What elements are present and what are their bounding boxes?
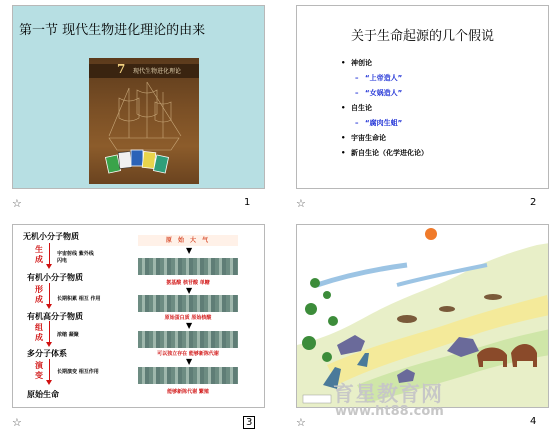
panel-label: 可以独立存在 能够新陈代谢 [157, 351, 219, 357]
step-verb: 形 成 [35, 285, 43, 304]
step-verb: 组 成 [35, 323, 43, 342]
flow-arrow-head [46, 304, 52, 309]
step-note: 宇宙射线 紫外线 闪电 [57, 251, 94, 264]
illustration-panel [138, 258, 238, 275]
book-subtitle: 现代生物进化理论 [133, 68, 182, 75]
slide-4-transition-icon[interactable]: ☆ [296, 416, 306, 429]
illustration-panel [138, 331, 238, 348]
list-item: • 自生论 [341, 104, 372, 112]
list-item: • 新自生论（化学进化论） [341, 149, 428, 157]
list-item: – “腐肉生蛆” [355, 119, 403, 127]
illustration-panel [138, 295, 238, 312]
panel-label: 氨基酸 核苷酸 单糖 [166, 280, 210, 286]
stage-label: 有机小分子物质 [27, 272, 83, 282]
ship-illustration [89, 58, 199, 184]
flow-arrow [49, 243, 50, 265]
slide-1-title: 第一节 现代生物进化理论的由来 [19, 23, 206, 38]
slide-thumbnail-3[interactable] [12, 224, 265, 408]
list-item: • 宇宙生命论 [341, 134, 386, 142]
list-item: – “女娲造人” [355, 89, 403, 97]
slide-3-transition-icon[interactable]: ☆ [12, 416, 22, 429]
down-arrow-icon: ▼ [186, 321, 193, 330]
step-note: 长期积累 相互 作用 [57, 296, 101, 302]
stage-label: 原始生命 [27, 389, 59, 399]
slide-thumbnail-1[interactable] [12, 5, 265, 189]
step-note: 长期演变 相互作用 [57, 369, 99, 375]
flow-arrow-head [46, 380, 52, 385]
panel-label: 原始蛋白质 原始核酸 [164, 315, 212, 321]
list-item: – “上帝造人” [355, 74, 403, 82]
down-arrow-icon: ▼ [186, 286, 193, 295]
sun-icon [425, 228, 437, 240]
stage-label: 无机小分子物质 [23, 231, 79, 241]
slide-4-number: 4 [530, 416, 537, 427]
panel-label: 能够新陈代谢 繁殖 [167, 389, 209, 395]
watermark-title: 育星教育网 [333, 382, 443, 406]
book-chapter-number: 7 [117, 62, 126, 76]
panel-top-label: 原 始 大 气 [138, 235, 238, 246]
flow-arrow [49, 283, 50, 305]
watermark-url: www.ht88.com [335, 404, 444, 419]
step-note: 浓缩 凝聚 [57, 332, 79, 338]
list-item: • 神创论 [341, 59, 372, 67]
flow-arrow [49, 359, 50, 381]
slide-1-number: 1 [244, 197, 251, 208]
illustration-panel [138, 367, 238, 384]
stage-label: 有机高分子物质 [27, 311, 83, 321]
hypothesis-list [341, 56, 428, 161]
book-cover-image [89, 58, 199, 184]
down-arrow-icon: ▼ [186, 246, 193, 255]
flow-arrow-head [46, 342, 52, 347]
slide-2-title: 关于生命起源的几个假说 [350, 29, 494, 44]
step-verb: 生 成 [35, 245, 43, 264]
down-arrow-icon: ▼ [186, 357, 193, 366]
slide-3-number: 3 [243, 416, 255, 429]
step-verb: 演 变 [35, 361, 43, 380]
slide-thumbnail-2[interactable] [296, 5, 549, 189]
stage-label: 多分子体系 [27, 348, 67, 358]
slide-1-transition-icon[interactable]: ☆ [12, 197, 22, 210]
slide-2-transition-icon[interactable]: ☆ [296, 197, 306, 210]
slide-2-number: 2 [530, 197, 537, 208]
flow-arrow [49, 321, 50, 343]
flow-arrow-head [46, 264, 52, 269]
